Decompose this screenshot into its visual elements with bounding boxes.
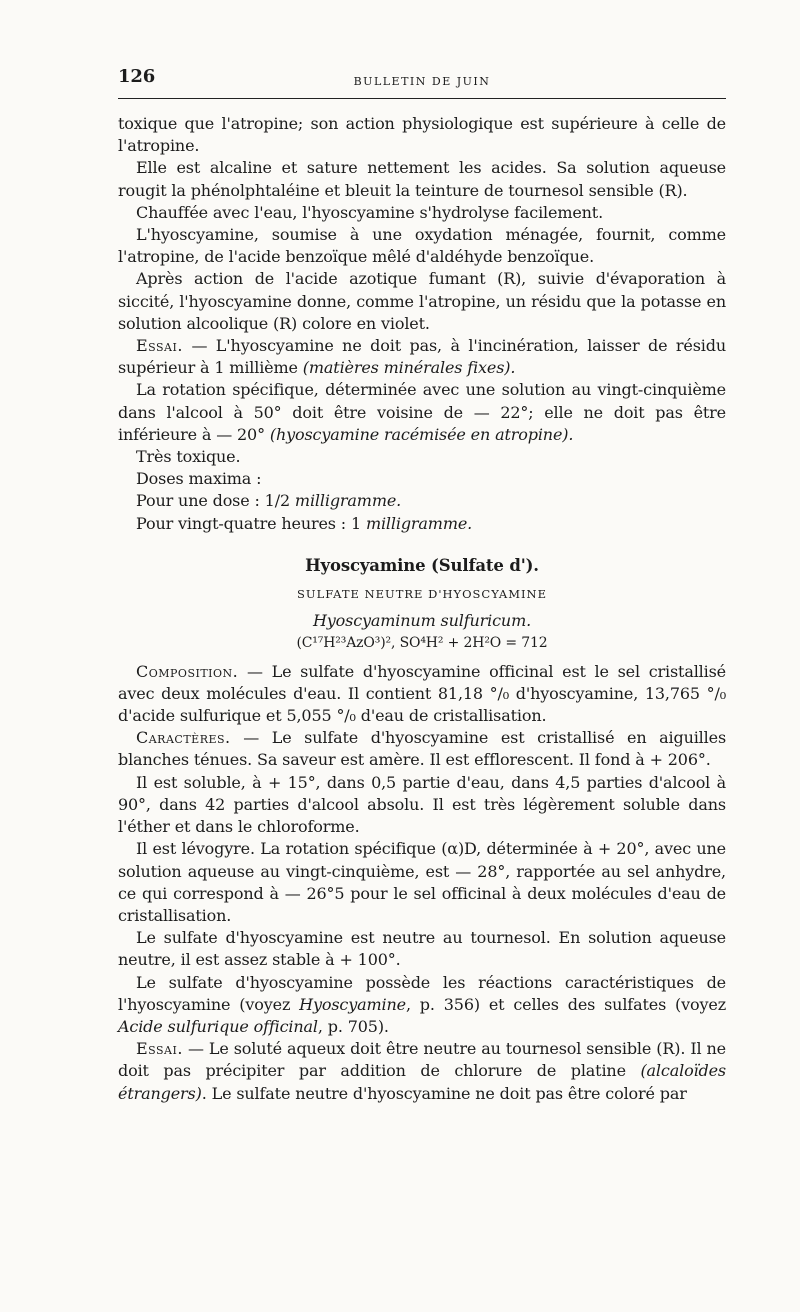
page-header: [118, 66, 726, 88]
section-title: Hyoscyamine (Sulfate d').: [305, 555, 539, 575]
document-page: [118, 66, 726, 1105]
latin-name: Hyoscyaminum sulfuricum.: [312, 611, 532, 631]
essai-label: Essai.: [136, 336, 183, 356]
paragraph: Doses maxima :: [136, 469, 262, 489]
essai-label: Essai.: [136, 1039, 183, 1059]
composition-paragraph: Composition. — Le sulfate d'hyoscyamine officinal est le sel cristallisé avec deux molécules d'eau. Il contient 81,18 °/₀ d'hyoscyamine, 13,765 °/₀ d'acide sulfurique et 5,055 °/₀ d'eau de cristallisation.: [118, 661, 726, 726]
section-subtitle: SULFATE NEUTRE D'HYOSCYAMINE: [297, 587, 547, 602]
essai-paragraph: Essai. — L'hyoscyamine ne doit pas, à l'incinération, laisser de résidu supérieur à 1 millième (matières minérales fixes).: [118, 336, 726, 378]
paragraph: Après action de l'acide azotique fumant (R), suivie d'évaporation à siccité, l'hyoscyamine donne, comme l'atropine, un résidu que la potasse en solution alcoolique (R) colore en violet.: [118, 269, 726, 333]
running-title: BULLETIN DE JUIN: [353, 75, 491, 88]
paragraph: Elle est alcaline et sature nettement les acides. Sa solution aqueuse rougit la phénolphtaléine et bleuit la teinture de tournesol sensible (R).: [118, 158, 726, 200]
paragraph: Chauffée avec l'eau, l'hyoscyamine s'hydrolyse facilement.: [136, 202, 604, 222]
paragraph: Pour vingt-quatre heures : 1 milligramme.: [136, 513, 473, 533]
paragraph: Très toxique.: [136, 447, 241, 467]
paragraph: Le sulfate d'hyoscyamine possède les réactions caractéristiques de l'hyoscyamine (voyez Hyoscyamine, p. 356) et celles des sulfates (voyez Acide sulfurique officinal, p. 705).: [118, 972, 726, 1036]
paragraph: Il est soluble, à + 15°, dans 0,5 partie d'eau, dans 4,5 parties d'alcool à 90°, dans 42 parties d'alcool absolu. Il est très légèrement soluble dans l'éther et dans le chloroforme.: [118, 772, 726, 837]
chemical-formula: (C¹⁷H²³AzO³)², SO⁴H² + 2H²O = 712: [296, 635, 548, 652]
paragraph: Le sulfate d'hyoscyamine est neutre au tournesol. En solution aqueuse neutre, il est assez stable à + 100°.: [118, 928, 726, 970]
header-rule: [118, 98, 726, 99]
caracteres-label: Caractères.: [136, 728, 231, 748]
caracteres-paragraph: Caractères. — Le sulfate d'hyoscyamine est cristallisé en aiguilles blanches ténues. Sa saveur est amère. Il est efflorescent. Il fond à + 206°.: [118, 728, 726, 770]
paragraph: La rotation spécifique, déterminée avec une solution au vingt-cinquième dans l'alcool à 50° doit être voisine de — 22°; elle ne doit pas être inférieure à — 20° (hyoscyamine racémisée en atropine).: [118, 380, 726, 444]
composition-label: Composition.: [136, 661, 239, 681]
paragraph: toxique que l'atropine; son action physiologique est supérieure à celle de l'atropine.: [118, 114, 726, 156]
paragraph: L'hyoscyamine, soumise à une oxydation ménagée, fournit, comme l'atropine, de l'acide benzoïque mêlé d'aldéhyde benzoïque.: [118, 225, 726, 267]
paragraph: Il est lévogyre. La rotation spécifique (α)D, déterminée à + 20°, avec une solution aqueuse au vingt-cinquième, est — 28°, rapportée au sel anhydre, ce qui correspond à — 26°5 pour le sel officinal à deux molécules d'eau de cristallisation.: [118, 839, 726, 925]
essai-paragraph: Essai. — Le soluté aqueux doit être neutre au tournesol sensible (R). Il ne doit pas précipiter par addition de chlorure de platine (alcaloïdes étrangers). Le sulfate neutre d'hyoscyamine ne doit pas être coloré par: [118, 1039, 726, 1103]
page-number: 126: [118, 66, 156, 87]
paragraph: Pour une dose : 1/2 milligramme.: [136, 491, 402, 511]
